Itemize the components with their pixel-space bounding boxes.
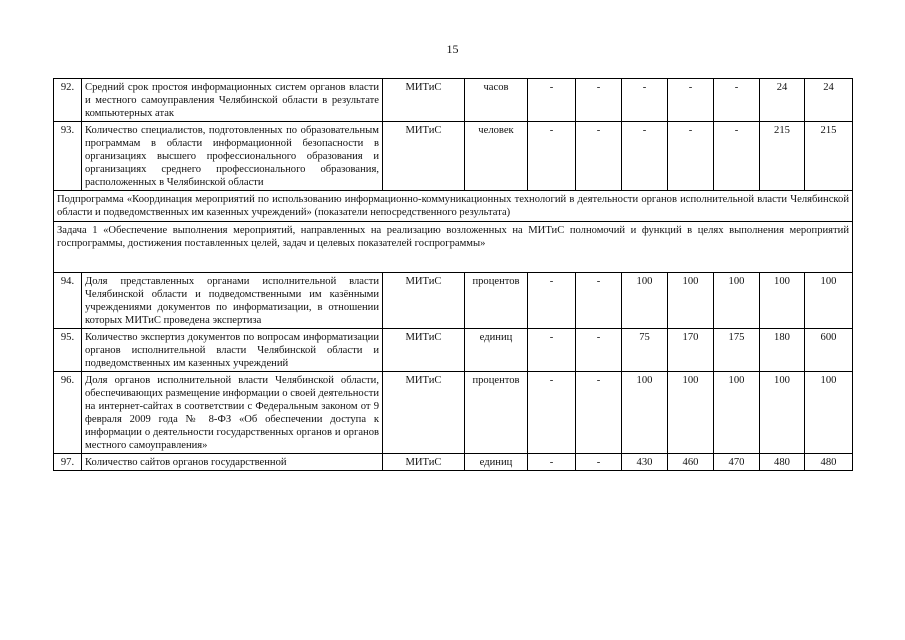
value-cell: - bbox=[528, 372, 576, 454]
value-cell: - bbox=[668, 79, 714, 122]
value-cell: 75 bbox=[622, 329, 668, 372]
value-cell: 100 bbox=[805, 273, 853, 329]
table-row bbox=[54, 454, 853, 471]
value-cell: 100 bbox=[622, 372, 668, 454]
row-number: 93. bbox=[54, 122, 82, 191]
executor-cell: МИТиС bbox=[383, 273, 465, 329]
row-number: 92. bbox=[54, 79, 82, 122]
unit-cell: единиц bbox=[465, 329, 528, 372]
subprogram-row bbox=[54, 191, 853, 222]
value-cell: 24 bbox=[805, 79, 853, 122]
value-cell: - bbox=[576, 122, 622, 191]
indicator-name: Количество специалистов, подготовленных по образовательным программам в области информационной безопасности в организациях высшего профессионального образования и организациях среднего профессионального образования, расположенных в Челябинской области bbox=[82, 122, 383, 191]
value-cell: 100 bbox=[668, 372, 714, 454]
value-cell: 100 bbox=[805, 372, 853, 454]
task-title: Задача 1 «Обеспечение выполнения мероприятий, направленных на реализацию возложенных на МИТиС полномочий и функций в целях выполнения мероприятий госпрограммы, достижения поставленных целей, задач и целевых показателей госпрограммы» bbox=[54, 222, 853, 273]
value-cell: - bbox=[528, 329, 576, 372]
value-cell: 480 bbox=[805, 454, 853, 471]
indicator-name: Доля представленных органами исполнительной власти Челябинской области и подведомственными им казёнными учреждениями документов по информатизации, в отношении которых МИТиС проведена экспертиза bbox=[82, 273, 383, 329]
table-row bbox=[54, 273, 853, 329]
value-cell: - bbox=[528, 273, 576, 329]
indicator-name: Доля органов исполнительной власти Челябинской области, обеспечивающих размещение информации о своей деятельности на интернет-сайтах в соответствии с Федеральным законом от 9 февраля 2009 года № 8-ФЗ «Об обеспечении доступа к информации о деятельности государственных органов и органов местного самоуправления» bbox=[82, 372, 383, 454]
value-cell: 470 bbox=[714, 454, 760, 471]
value-cell: 600 bbox=[805, 329, 853, 372]
unit-cell: часов bbox=[465, 79, 528, 122]
value-cell: 24 bbox=[760, 79, 805, 122]
executor-cell: МИТиС bbox=[383, 329, 465, 372]
table-row bbox=[54, 372, 853, 454]
value-cell: - bbox=[576, 372, 622, 454]
row-number: 97. bbox=[54, 454, 82, 471]
value-cell: - bbox=[528, 79, 576, 122]
unit-cell: процентов bbox=[465, 273, 528, 329]
indicator-name: Количество сайтов органов государственной bbox=[82, 454, 383, 471]
value-cell: 100 bbox=[760, 273, 805, 329]
value-cell: 100 bbox=[622, 273, 668, 329]
value-cell: - bbox=[714, 79, 760, 122]
value-cell: - bbox=[576, 79, 622, 122]
unit-cell: процентов bbox=[465, 372, 528, 454]
value-cell: 180 bbox=[760, 329, 805, 372]
indicators-table bbox=[53, 78, 853, 471]
value-cell: 100 bbox=[668, 273, 714, 329]
indicator-name: Средний срок простоя информационных систем органов власти и местного самоуправления Челябинской области в результате компьютерных атак bbox=[82, 79, 383, 122]
value-cell: - bbox=[576, 329, 622, 372]
value-cell: 100 bbox=[714, 273, 760, 329]
value-cell: - bbox=[668, 122, 714, 191]
row-number: 96. bbox=[54, 372, 82, 454]
value-cell: - bbox=[576, 273, 622, 329]
value-cell: - bbox=[622, 79, 668, 122]
row-number: 94. bbox=[54, 273, 82, 329]
task-row bbox=[54, 222, 853, 273]
row-number: 95. bbox=[54, 329, 82, 372]
value-cell: 215 bbox=[805, 122, 853, 191]
table-row bbox=[54, 122, 853, 191]
value-cell: 430 bbox=[622, 454, 668, 471]
value-cell: 215 bbox=[760, 122, 805, 191]
page-number: 15 bbox=[446, 42, 459, 56]
value-cell: 460 bbox=[668, 454, 714, 471]
value-cell: - bbox=[714, 122, 760, 191]
table-row bbox=[54, 329, 853, 372]
value-cell: 175 bbox=[714, 329, 760, 372]
value-cell: - bbox=[528, 122, 576, 191]
value-cell: 480 bbox=[760, 454, 805, 471]
executor-cell: МИТиС bbox=[383, 454, 465, 471]
executor-cell: МИТиС bbox=[383, 372, 465, 454]
value-cell: - bbox=[528, 454, 576, 471]
value-cell: 100 bbox=[714, 372, 760, 454]
value-cell: - bbox=[576, 454, 622, 471]
subprogram-title: Подпрограмма «Координация мероприятий по использованию информационно-коммуникационных технологий в деятельности органов исполнительной власти Челябинской области и подведомственных им казенных учреждений» (показатели непосредственного результата) bbox=[54, 191, 853, 222]
value-cell: 100 bbox=[760, 372, 805, 454]
unit-cell: единиц bbox=[465, 454, 528, 471]
executor-cell: МИТиС bbox=[383, 79, 465, 122]
executor-cell: МИТиС bbox=[383, 122, 465, 191]
table-row bbox=[54, 79, 853, 122]
unit-cell: человек bbox=[465, 122, 528, 191]
value-cell: - bbox=[622, 122, 668, 191]
indicator-name: Количество экспертиз документов по вопросам информатизации органов исполнительной власти Челябинской области и подведомственных им казенных учреждений bbox=[82, 329, 383, 372]
value-cell: 170 bbox=[668, 329, 714, 372]
